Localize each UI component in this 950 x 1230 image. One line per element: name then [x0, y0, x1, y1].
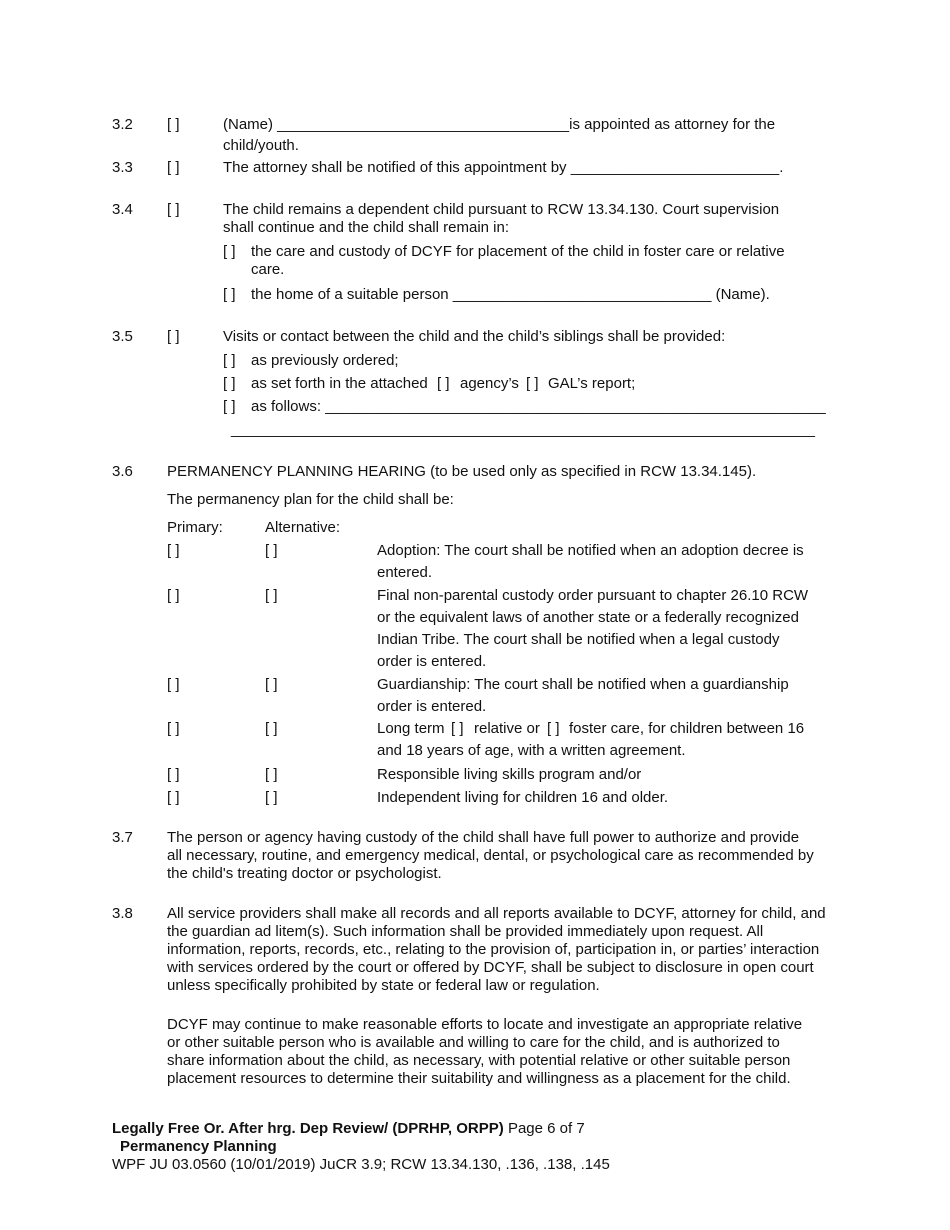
- primary-checkbox-adoption[interactable]: [ ]: [167, 542, 180, 559]
- plan-guardianship-line1: Guardianship: The court shall be notified when a guardianship: [377, 676, 789, 693]
- checkbox-long-term-relative[interactable]: [ ]: [451, 720, 464, 737]
- plan-long-term-relative: relative or: [474, 720, 540, 737]
- permanency-intro: The permanency plan for the child shall be:: [167, 491, 454, 508]
- plan-independent-living: Independent living for children 16 and older.: [377, 789, 669, 806]
- custody-authority-line2: all necessary, routine, and emergency medical, dental, or psychological care as recommended by: [167, 847, 814, 864]
- section-number-3-3: 3.3: [112, 159, 133, 176]
- custody-authority-line3: the child's treating doctor or psychologist.: [167, 865, 442, 882]
- checkbox-as-follows[interactable]: [ ]: [223, 398, 236, 415]
- attached-report-text-a: as set forth in the attached: [251, 375, 428, 392]
- records-para-line3: information, reports, records, etc., relating to the provision of, participation in, or parties’ interaction: [167, 941, 820, 958]
- section-number-3-6: 3.6: [112, 463, 133, 480]
- checkbox-3-2[interactable]: [ ]: [167, 116, 180, 133]
- dcyf-efforts-line4: placement resources to determine their suitability and willingness as a placement for the child.: [167, 1070, 791, 1087]
- dependent-child-line1: The child remains a dependent child pursuant to RCW 13.34.130. Court supervision: [223, 201, 780, 218]
- attorney-notification-text: The attorney shall be notified of this appointment by _________________________.: [223, 159, 784, 176]
- plan-living-skills: Responsible living skills program and/or: [377, 766, 642, 783]
- primary-checkbox-living-skills[interactable]: [ ]: [167, 766, 180, 783]
- as-follows-text: as follows: ____________________________________________________________: [251, 398, 826, 415]
- dependent-child-line2: shall continue and the child shall remain in:: [223, 219, 510, 236]
- section-number-3-7: 3.7: [112, 829, 133, 846]
- plan-long-term-label: Long term: [377, 720, 445, 737]
- checkbox-3-4[interactable]: [ ]: [167, 201, 180, 218]
- sibling-visits-text: Visits or contact between the child and the child’s siblings shall be provided:: [223, 328, 726, 345]
- footer-subtitle: Permanency Planning: [120, 1138, 277, 1155]
- primary-checkbox-independent-living[interactable]: [ ]: [167, 789, 180, 806]
- checkbox-3-3[interactable]: [ ]: [167, 159, 180, 176]
- plan-adoption-line1: Adoption: The court shall be notified when an adoption decree is: [377, 542, 804, 559]
- plan-custody-line1: Final non-parental custody order pursuant to chapter 26.10 RCW: [377, 587, 809, 604]
- plan-long-term-line2: and 18 years of age, with a written agreement.: [377, 742, 686, 759]
- section-number-3-8: 3.8: [112, 905, 133, 922]
- plan-custody-line4: order is entered.: [377, 653, 487, 670]
- records-para-line2: the guardian ad litem(s). Such information shall be provided immediately upon request. All: [167, 923, 764, 940]
- dcyf-custody-line1: the care and custody of DCYF for placement of the child in foster care or relative: [251, 243, 785, 260]
- alternative-checkbox-guardianship[interactable]: [ ]: [265, 676, 278, 693]
- plan-guardianship-line2: order is entered.: [377, 698, 487, 715]
- column-header-primary: Primary:: [167, 519, 223, 536]
- primary-checkbox-guardianship[interactable]: [ ]: [167, 676, 180, 693]
- alternative-checkbox-custody[interactable]: [ ]: [265, 587, 278, 604]
- dcyf-efforts-line1: DCYF may continue to make reasonable efforts to locate and investigate an appropriate relative: [167, 1016, 803, 1033]
- previously-ordered-text: as previously ordered;: [251, 352, 399, 369]
- records-para-line4: with services ordered by the court or offered by DCYF, shall be subject to disclosure in open court: [167, 959, 814, 976]
- attorney-appointment-line1: (Name) ___________________________________is appointed as attorney for the: [223, 116, 776, 133]
- plan-custody-line2: or the equivalent laws of another state or a federally recognized: [377, 609, 799, 626]
- footer-form-reference: WPF JU 03.0560 (10/01/2019) JuCR 3.9; RCW 13.34.130, .136, .138, .145: [112, 1156, 610, 1173]
- permanency-heading: PERMANENCY PLANNING HEARING (to be used only as specified in RCW 13.34.145).: [167, 463, 757, 480]
- plan-long-term-foster: foster care, for children between 16: [569, 720, 805, 737]
- checkbox-suitable-person[interactable]: [ ]: [223, 286, 236, 303]
- dcyf-efforts-line2: or other suitable person who is available and willing to care for the child, and is authorized to: [167, 1034, 780, 1051]
- alternative-checkbox-adoption[interactable]: [ ]: [265, 542, 278, 559]
- gal-report-text: GAL’s report;: [548, 375, 636, 392]
- alternative-checkbox-living-skills[interactable]: [ ]: [265, 766, 278, 783]
- footer-page-number: Page 6 of 7: [503, 1120, 585, 1137]
- custody-authority-line1: The person or agency having custody of the child shall have full power to authorize and provide: [167, 829, 800, 846]
- dcyf-custody-line2: care.: [251, 261, 285, 278]
- checkbox-previously-ordered[interactable]: [ ]: [223, 352, 236, 369]
- alternative-checkbox-long-term[interactable]: [ ]: [265, 720, 278, 737]
- footer-form-title: Legally Free Or. After hrg. Dep Review/ (DPRHP, ORPP): [112, 1120, 504, 1137]
- as-follows-extra-line: ______________________________________________________________________: [231, 421, 815, 438]
- section-number-3-5: 3.5: [112, 328, 133, 345]
- section-number-3-2: 3.2: [112, 116, 133, 133]
- primary-checkbox-custody[interactable]: [ ]: [167, 587, 180, 604]
- records-para-line5: unless specifically prohibited by state or federal law or regulation.: [167, 977, 600, 994]
- records-para-line1: All service providers shall make all records and all reports available to DCYF, attorney for child, and: [167, 905, 826, 922]
- plan-custody-line3: Indian Tribe. The court shall be notified when a legal custody: [377, 631, 780, 648]
- dcyf-efforts-line3: share information about the child, as necessary, with potential relative or other suitable person: [167, 1052, 791, 1069]
- alternative-checkbox-independent-living[interactable]: [ ]: [265, 789, 278, 806]
- checkbox-agency-report[interactable]: [ ]: [437, 375, 450, 392]
- agency-report-text: agency’s: [460, 375, 519, 392]
- checkbox-long-term-foster[interactable]: [ ]: [547, 720, 560, 737]
- section-number-3-4: 3.4: [112, 201, 133, 218]
- column-header-alternative: Alternative:: [265, 519, 341, 536]
- checkbox-3-5[interactable]: [ ]: [167, 328, 180, 345]
- plan-adoption-line2: entered.: [377, 564, 433, 581]
- checkbox-attached-report[interactable]: [ ]: [223, 375, 236, 392]
- footer-title-line: [112, 1120, 585, 1138]
- primary-checkbox-long-term[interactable]: [ ]: [167, 720, 180, 737]
- suitable-person-text: the home of a suitable person _______________________________ (Name).: [251, 286, 770, 303]
- checkbox-gal-report[interactable]: [ ]: [526, 375, 539, 392]
- attorney-appointment-line2: child/youth.: [223, 137, 299, 154]
- checkbox-dcyf-custody[interactable]: [ ]: [223, 243, 236, 260]
